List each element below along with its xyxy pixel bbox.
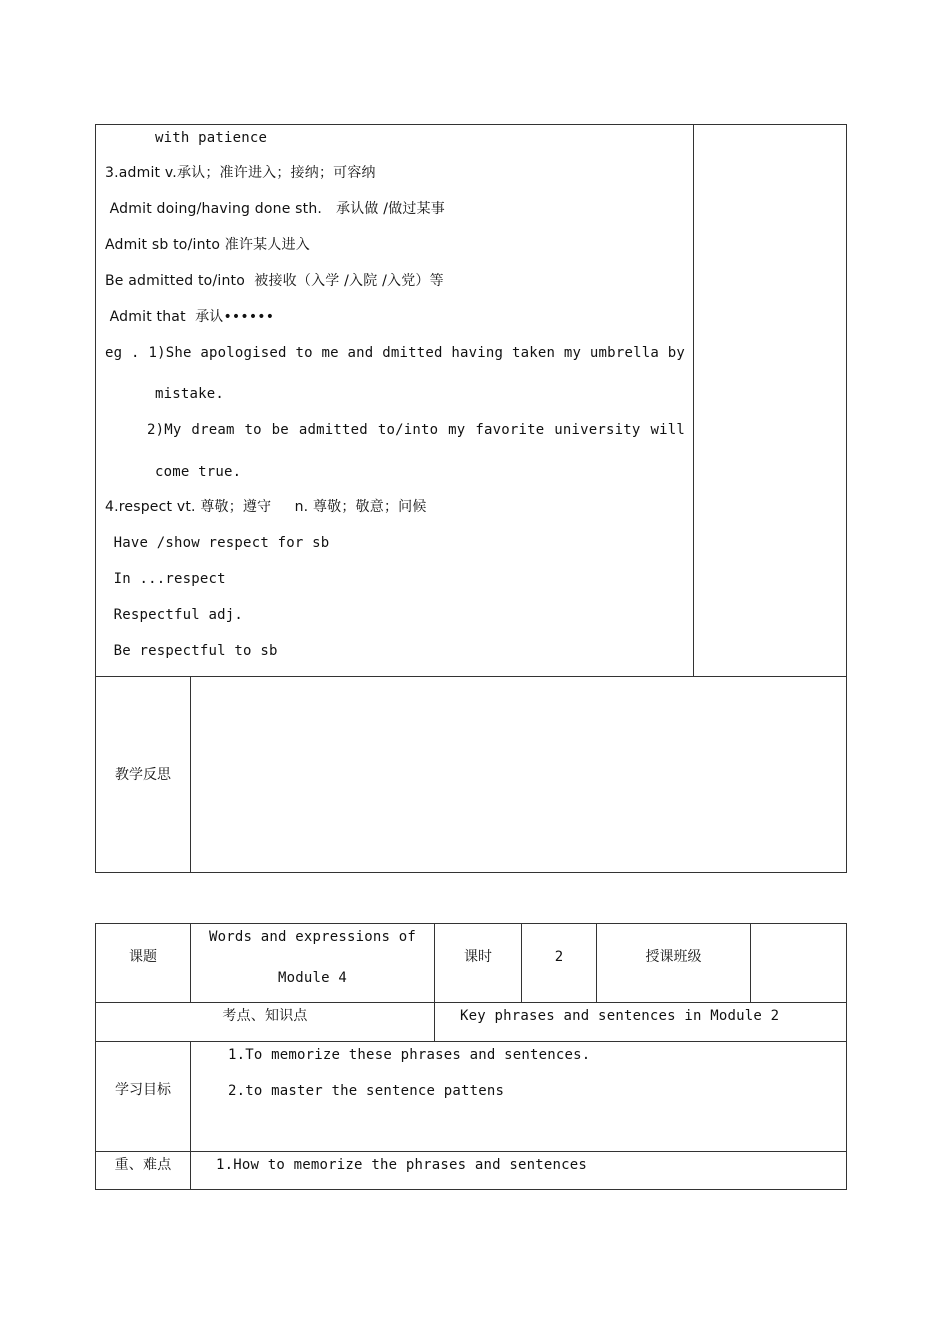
key-points-value: Key phrases and sentences in Module 2 bbox=[460, 1008, 780, 1024]
note-line-13: In ...respect bbox=[105, 571, 226, 587]
period-label: 课时 bbox=[464, 949, 492, 965]
lesson-col-divider-6 bbox=[190, 1041, 191, 1190]
note-line-3: Admit doing/having done sth. 承认做 /做过某事 bbox=[105, 201, 446, 217]
difficulty-label: 重、难点 bbox=[114, 1157, 172, 1173]
note-line-2: 3.admit v.承认；准许进入；接纳；可容纳 bbox=[105, 165, 376, 181]
note-line-8: mistake. bbox=[155, 386, 225, 402]
note-line-10: come true. bbox=[155, 464, 242, 480]
period-value: 2 bbox=[554, 949, 564, 965]
note-line-14: Respectful adj. bbox=[105, 607, 244, 623]
reflection-content[interactable] bbox=[191, 677, 846, 872]
note-line-6: Admit that 承认•••••• bbox=[105, 309, 275, 325]
note-line-7: eg . 1)She apologised to me and dmitted having taken my umbrella by bbox=[105, 345, 685, 361]
lesson-row-divider-3 bbox=[95, 1151, 847, 1152]
note-line-11: 4.respect vt. 尊敬；遵守 n. 尊敬；敬意；问候 bbox=[105, 499, 427, 515]
note-line-12: Have /show respect for sb bbox=[105, 535, 330, 551]
class-label: 授课班级 bbox=[645, 949, 702, 965]
note-line-5: Be admitted to/into 被接收（入学 /入院 /入党）等 bbox=[105, 273, 444, 289]
goals-label: 学习目标 bbox=[115, 1082, 171, 1098]
goal-2: 2.to master the sentence pattens bbox=[228, 1083, 505, 1099]
notes-right-divider bbox=[693, 124, 694, 676]
note-line-15: Be respectful to sb bbox=[105, 643, 278, 659]
lesson-row-divider-1 bbox=[95, 1002, 847, 1003]
key-points-label: 考点、知识点 bbox=[222, 1008, 308, 1024]
note-line-9: 2)My dream to be admitted to/into my favorite university will bbox=[147, 422, 685, 438]
lesson-row-divider-2 bbox=[95, 1041, 847, 1042]
note-line-1: with patience bbox=[155, 130, 268, 146]
class-value[interactable] bbox=[751, 924, 846, 1002]
topic-line-1: Words and expressions of bbox=[208, 929, 417, 945]
difficulty-1: 1.How to memorize the phrases and sentences bbox=[216, 1157, 588, 1173]
note-line-4: Admit sb to/into 准许某人进入 bbox=[105, 237, 310, 253]
goal-1: 1.To memorize these phrases and sentences. bbox=[228, 1047, 591, 1063]
topic-label: 课题 bbox=[129, 949, 157, 965]
topic-line-2: Module 4 bbox=[277, 970, 348, 986]
reflection-label: 教学反思 bbox=[115, 766, 171, 783]
